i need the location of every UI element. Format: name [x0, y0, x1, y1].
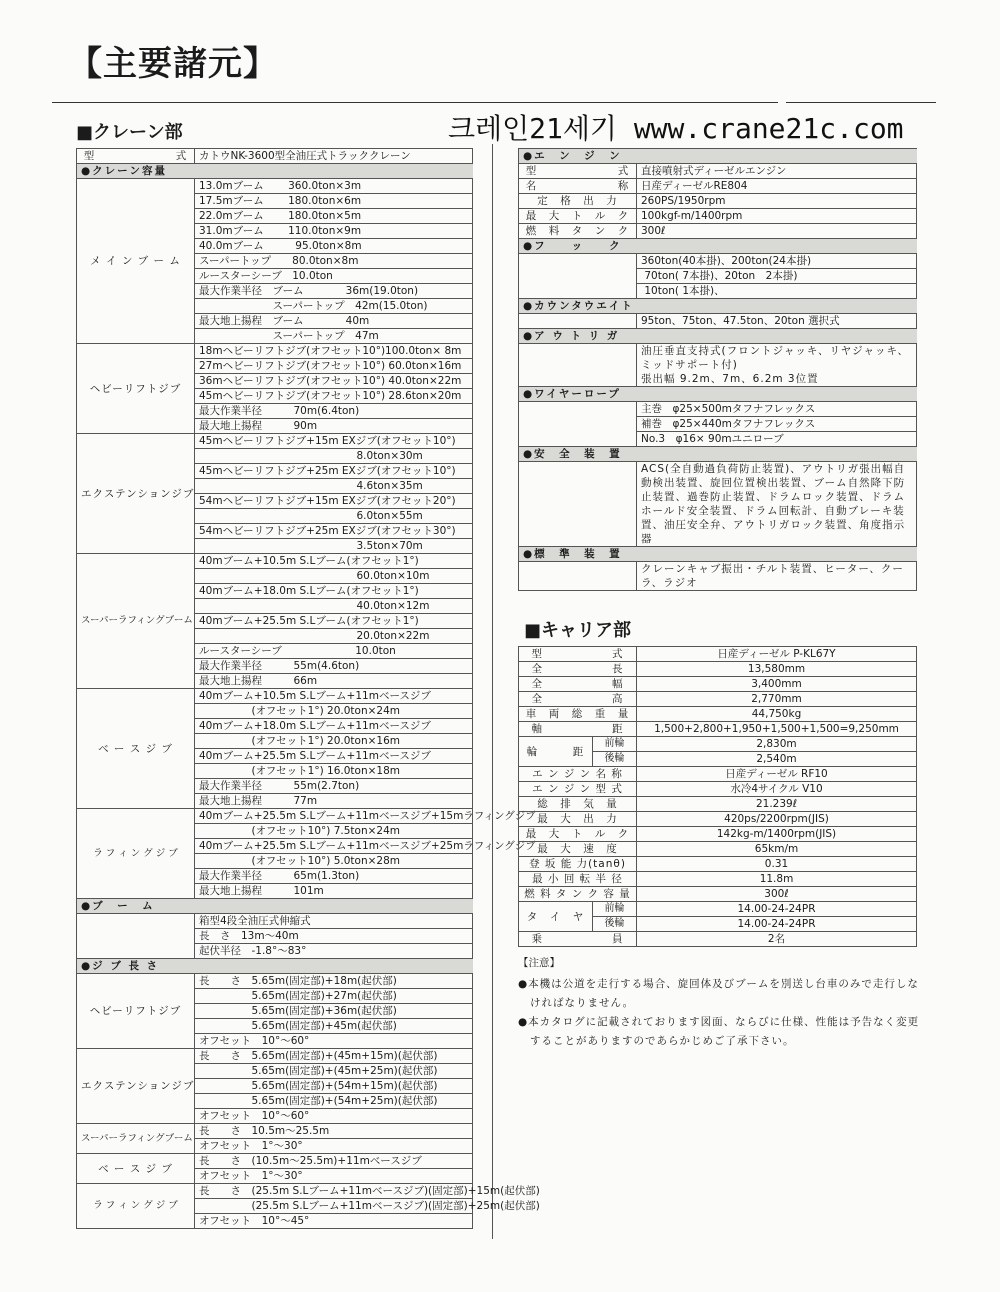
- spec-value-line: 5.65m(固定部)+(54m+15m)(起伏部): [195, 1079, 473, 1094]
- spec-label: 燃 料 タ ン ク: [519, 224, 637, 239]
- carrier-value: 300ℓ: [637, 887, 917, 902]
- spec-value-line: ルースターシーブ 10.0ton: [195, 644, 473, 659]
- spec-value-line: 20.0ton×22m: [195, 629, 473, 644]
- carrier-value: 14.00-24-24PR: [637, 902, 917, 917]
- carrier-sublabel: 前輪: [593, 902, 637, 917]
- note-item-2: ●本カタログに記載されております図面、ならびに仕様、性能は予告なく変更することがありますのであらかじめご了承下さい。: [518, 1016, 920, 1047]
- section-row: [77, 959, 473, 974]
- spec-row: [519, 194, 917, 209]
- spec-row: [77, 149, 473, 164]
- spec-value-line: ルースターシーブ 10.0ton: [195, 269, 473, 284]
- spec-value-line: 長 さ 10.5m～25.5m: [195, 1124, 473, 1139]
- section-header-fill: [637, 299, 917, 314]
- spec-value-line: 40.0ton×12m: [195, 599, 473, 614]
- spec-value-line: オフセット 10°～60°: [195, 1109, 473, 1124]
- group-label: [519, 462, 637, 547]
- spec-value-line: 45mヘビーリフトジブ(オフセット10°) 28.6ton×20m: [195, 389, 473, 404]
- spec-value-line: オフセット 1°～30°: [195, 1169, 473, 1184]
- carrier-section-heading: ■キャリア部: [524, 620, 632, 641]
- carrier-row: [519, 797, 917, 812]
- carrier-sublabel: 前輪: [593, 737, 637, 752]
- carrier-row: [519, 902, 917, 917]
- spec-row: [77, 974, 473, 989]
- spec-value-line: 5.65m(固定部)+27m(起伏部): [195, 989, 473, 1004]
- group-label: [519, 344, 637, 387]
- watermark: 크레인21세기 www.crane21c.com: [448, 112, 904, 145]
- carrier-value: 65km/m: [637, 842, 917, 857]
- page-title: 【主要諸元】: [68, 44, 278, 84]
- section-header: ●フ ッ ク: [519, 239, 637, 254]
- spec-value-line: 4.6ton×35m: [195, 479, 473, 494]
- section-header-fill: [195, 959, 473, 974]
- spec-value-line: 5.65m(固定部)+36m(起伏部): [195, 1004, 473, 1019]
- carrier-label: 全 高: [519, 692, 637, 707]
- spec-value-line: 5.65m(固定部)+(45m+25m)(起伏部): [195, 1064, 473, 1079]
- spec-value-line: (オフセット10°) 5.0ton×28m: [195, 854, 473, 869]
- spec-value-line: 40mブーム+25.5m S.Lブーム(オフセット1°): [195, 614, 473, 629]
- spec-value-line: 最大地上揚程 101m: [195, 884, 473, 899]
- section-header-fill: [637, 447, 917, 462]
- spec-value-line: 長 さ (25.5m S.Lブーム+11mベースジブ)(固定部)+15m(起伏部): [195, 1184, 473, 1199]
- spec-value-line: スーパートップ 47m: [195, 329, 473, 344]
- carrier-row: [519, 767, 917, 782]
- carrier-row: [519, 932, 917, 947]
- crane-section-heading: ■クレーン部: [76, 122, 183, 143]
- section-header-fill: [637, 547, 917, 562]
- carrier-label: 輪 距: [519, 737, 593, 767]
- spec-paragraph: 油圧垂直支持式(フロントジャッキ、リヤジャッキ、ミッドサポート付) 張出幅 9.2m、7m、6.2m 3位置: [637, 344, 917, 387]
- carrier-sublabel: 後輪: [593, 917, 637, 932]
- spec-value: カトウNK-3600型全油圧式トラッククレーン: [195, 149, 473, 164]
- carrier-label: エ ン ジ ン 型 式: [519, 782, 637, 797]
- spec-row: [519, 224, 917, 239]
- spec-row: [77, 914, 473, 929]
- spec-label: 最 大 ト ル ク: [519, 209, 637, 224]
- carrier-row: [519, 857, 917, 872]
- carrier-row: [519, 692, 917, 707]
- section-row: [519, 299, 917, 314]
- carrier-row: [519, 812, 917, 827]
- spec-value-line: 長 さ 5.65m(固定部)+18m(起伏部): [195, 974, 473, 989]
- section-row: [519, 329, 917, 344]
- carrier-value: 420ps/2200rpm(JIS): [637, 812, 917, 827]
- carrier-label: 型 式: [519, 647, 637, 662]
- carrier-row: [519, 872, 917, 887]
- spec-row: [519, 314, 917, 329]
- notes: [518, 954, 928, 1051]
- engine-spec-table: [518, 148, 917, 591]
- section-header-fill: [637, 387, 917, 402]
- spec-value-line: 最大地上揚程 66m: [195, 674, 473, 689]
- spec-value-line: オフセット 10°～45°: [195, 1214, 473, 1229]
- spec-value-line: 最大作業半径 55m(2.7ton): [195, 779, 473, 794]
- spec-value: 直接噴射式ディーゼルエンジン: [637, 164, 917, 179]
- group-label: [519, 562, 637, 591]
- group-label: [519, 314, 637, 329]
- spec-value-line: 最大地上揚程 ブーム 40m: [195, 314, 473, 329]
- spec-row: [519, 179, 917, 194]
- carrier-value: 11.8m: [637, 872, 917, 887]
- group-label: ヘビーリフトジブ: [77, 344, 195, 434]
- spec-value-line: 31.0mブーム 110.0ton×9m: [195, 224, 473, 239]
- spec-value-line: 40mブーム+10.5m S.Lブーム(オフセット1°): [195, 554, 473, 569]
- carrier-sublabel: 後輪: [593, 752, 637, 767]
- spec-row: [519, 402, 917, 417]
- carrier-value: 44,750kg: [637, 707, 917, 722]
- section-header-fill: [637, 329, 917, 344]
- section-header: ●安 全 装 置: [519, 447, 637, 462]
- carrier-spec-table: [518, 646, 917, 947]
- carrier-value: 日産ディーゼル P-KL67Y: [637, 647, 917, 662]
- section-header: ●ワイヤーロープ: [519, 387, 637, 402]
- spec-value: 260PS/1950rpm: [637, 194, 917, 209]
- section-row: [519, 239, 917, 254]
- spec-value-line: 箱型4段全油圧式伸縮式: [195, 914, 473, 929]
- carrier-row: [519, 662, 917, 677]
- spec-value-line: オフセット 10°～60°: [195, 1034, 473, 1049]
- group-label: ラ フ ィ ン グ ジ ブ: [77, 809, 195, 899]
- carrier-value: 水冷4サイクル V10: [637, 782, 917, 797]
- spec-value-line: 最大作業半径 ブーム 36m(19.0ton): [195, 284, 473, 299]
- spec-value-line: 5.65m(固定部)+(54m+25m)(起伏部): [195, 1094, 473, 1109]
- carrier-label: 最 小 回 転 半 径: [519, 872, 637, 887]
- spec-row: [519, 562, 917, 591]
- spec-value: 300ℓ: [637, 224, 917, 239]
- carrier-label: エ ン ジ ン 名 称: [519, 767, 637, 782]
- group-label: [519, 254, 637, 299]
- section-header-fill: [195, 899, 473, 914]
- spec-value-line: 60.0ton×10m: [195, 569, 473, 584]
- spec-label: 型 式: [77, 149, 195, 164]
- spec-value-line: 最大地上揚程 90m: [195, 419, 473, 434]
- carrier-label: 最 大 速 度: [519, 842, 637, 857]
- spec-value-line: 17.5mブーム 180.0ton×6m: [195, 194, 473, 209]
- carrier-value: 2,770mm: [637, 692, 917, 707]
- spec-value-line: 45mヘビーリフトジブ+15m EXジブ(オフセット10°): [195, 434, 473, 449]
- carrier-label: タ イ ヤ: [519, 902, 593, 932]
- carrier-label: 全 長: [519, 662, 637, 677]
- spec-value-line: 40mブーム+10.5m S.Lブーム+11mベースジブ: [195, 689, 473, 704]
- section-header: ●ブ ー ム: [77, 899, 195, 914]
- section-header: ●標 準 装 置: [519, 547, 637, 562]
- spec-label: 型 式: [519, 164, 637, 179]
- carrier-row: [519, 707, 917, 722]
- spec-paragraph: クレーンキャブ振出・チルト装置、ヒーター、クーラ、ラジオ: [637, 562, 917, 591]
- carrier-value: 142kg-m/1400rpm(JIS): [637, 827, 917, 842]
- carrier-label: 登 坂 能 力(tanθ): [519, 857, 637, 872]
- spec-value-line: 40mブーム+25.5m S.Lブーム+11mベースジブ: [195, 749, 473, 764]
- spec-value-line: 5.65m(固定部)+45m(起伏部): [195, 1019, 473, 1034]
- spec-row: [77, 554, 473, 569]
- carrier-value: 13,580mm: [637, 662, 917, 677]
- carrier-label: 総 排 気 量: [519, 797, 637, 812]
- spec-row: [77, 809, 473, 824]
- spec-value-line: 長 さ 13m～40m: [195, 929, 473, 944]
- spec-label: 定 格 出 力: [519, 194, 637, 209]
- section-header: ●クレーン容量: [77, 164, 195, 179]
- spec-value-line: 40.0mブーム 95.0ton×8m: [195, 239, 473, 254]
- spec-value-line: 10ton( 1本掛)、: [637, 284, 917, 299]
- spec-row: [519, 344, 917, 387]
- spec-value-line: 40mブーム+25.5m S.Lブーム+11mベースジブ+25mラフィングジブ: [195, 839, 473, 854]
- spec-row: [77, 344, 473, 359]
- carrier-value: 2名: [637, 932, 917, 947]
- spec-value-line: 13.0mブーム 360.0ton×3m: [195, 179, 473, 194]
- group-label: スーパーラフィングブーム: [77, 1124, 195, 1154]
- title-rule-right: [786, 102, 936, 103]
- spec-value-line: 45mヘビーリフトジブ+25m EXジブ(オフセット10°): [195, 464, 473, 479]
- spec-value-line: 長 さ (10.5m～25.5m)+11mベースジブ: [195, 1154, 473, 1169]
- carrier-row: [519, 827, 917, 842]
- spec-value-line: 6.0ton×55m: [195, 509, 473, 524]
- spec-value-line: 95ton、75ton、47.5ton、20ton 選択式: [637, 314, 917, 329]
- carrier-row: [519, 782, 917, 797]
- section-row: [77, 899, 473, 914]
- spec-value-line: 最大作業半径 65m(1.3ton): [195, 869, 473, 884]
- spec-value-line: (オフセット1°) 16.0ton×18m: [195, 764, 473, 779]
- spec-value-line: 70ton( 7本掛)、20ton 2本掛): [637, 269, 917, 284]
- column-divider: [492, 144, 493, 1239]
- spec-value-line: (オフセット1°) 20.0ton×16m: [195, 734, 473, 749]
- section-row: [77, 164, 473, 179]
- group-label: エクステンションジブ: [77, 1049, 195, 1124]
- spec-value-line: 40mブーム+18.0m S.Lブーム+11mベースジブ: [195, 719, 473, 734]
- carrier-value: 21.239ℓ: [637, 797, 917, 812]
- spec-value: 100kgf-m/1400rpm: [637, 209, 917, 224]
- note-item-1: ●本機は公道を走行する場合、旋回体及びブームを別送し台車のみで走行しなければなりません。: [518, 978, 919, 1009]
- carrier-row: [519, 677, 917, 692]
- spec-value-line: (オフセット1°) 20.0ton×24m: [195, 704, 473, 719]
- spec-value-line: 40mブーム+25.5m S.Lブーム+11mベースジブ+15mラフィングジブ: [195, 809, 473, 824]
- spec-row: [519, 254, 917, 269]
- section-header: ●エ ン ジ ン: [519, 149, 637, 164]
- spec-row: [519, 209, 917, 224]
- spec-value-line: 起伏半径 -1.8°～83°: [195, 944, 473, 959]
- carrier-label: 最 大 ト ル ク: [519, 827, 637, 842]
- spec-row: [77, 179, 473, 194]
- carrier-row: [519, 737, 917, 752]
- group-label: ベ ー ス ジ ブ: [77, 689, 195, 809]
- spec-value-line: オフセット 1°～30°: [195, 1139, 473, 1154]
- spec-value-line: 27mヘビーリフトジブ(オフセット10°) 60.0ton×16m: [195, 359, 473, 374]
- spec-value-line: 40mブーム+18.0m S.Lブーム(オフセット1°): [195, 584, 473, 599]
- spec-row: [77, 1124, 473, 1139]
- group-label: [519, 402, 637, 447]
- carrier-value: 3,400mm: [637, 677, 917, 692]
- carrier-label: 乗 員: [519, 932, 637, 947]
- spec-value: 日産ディーゼルRE804: [637, 179, 917, 194]
- spec-value-line: 360ton(40本掛)、200ton(24本掛): [637, 254, 917, 269]
- spec-value-line: 18mヘビーリフトジブ(オフセット10°)100.0ton× 8m: [195, 344, 473, 359]
- title-rule: [52, 102, 778, 103]
- spec-value-line: 54mヘビーリフトジブ+25m EXジブ(オフセット30°): [195, 524, 473, 539]
- section-header-fill: [637, 239, 917, 254]
- notes-heading: 【注意】: [518, 957, 560, 969]
- carrier-label: 軸 距: [519, 722, 637, 737]
- spec-value-line: 8.0ton×30m: [195, 449, 473, 464]
- carrier-value: 日産ディーゼル RF10: [637, 767, 917, 782]
- section-header: ●ア ウ ト リ ガ: [519, 329, 637, 344]
- group-label: ラ フ ィ ン グ ジ ブ: [77, 1184, 195, 1229]
- carrier-label: 燃 料 タ ン ク 容 量: [519, 887, 637, 902]
- section-header-fill: [195, 164, 473, 179]
- spec-value-line: 54mヘビーリフトジブ+15m EXジブ(オフセット20°): [195, 494, 473, 509]
- carrier-value: 2,540m: [637, 752, 917, 767]
- group-label: ベ ー ス ジ ブ: [77, 1154, 195, 1184]
- carrier-value: 1,500+2,800+1,950+1,500+1,500=9,250mm: [637, 722, 917, 737]
- carrier-value: 0.31: [637, 857, 917, 872]
- section-header-fill: [637, 149, 917, 164]
- section-header: ●ジ ブ 長 さ: [77, 959, 195, 974]
- group-label: メ イ ン ブ ー ム: [77, 179, 195, 344]
- carrier-label: 最 大 出 力: [519, 812, 637, 827]
- spec-value-line: 36mヘビーリフトジブ(オフセット10°) 40.0ton×22m: [195, 374, 473, 389]
- spec-value-line: 最大作業半径 70m(6.4ton): [195, 404, 473, 419]
- spec-value-line: スーパートップ 42m(15.0ton): [195, 299, 473, 314]
- spec-value-line: 3.5ton×70m: [195, 539, 473, 554]
- group-label: スーパーラフィングブーム: [77, 554, 195, 689]
- group-label: エクステンションジブ: [77, 434, 195, 554]
- spec-value-line: 長 さ 5.65m(固定部)+(45m+15m)(起伏部): [195, 1049, 473, 1064]
- spec-value-line: 補巻 φ25×440mタフナフレックス: [637, 417, 917, 432]
- section-row: [519, 149, 917, 164]
- spec-row: [77, 1184, 473, 1199]
- spec-row: [519, 164, 917, 179]
- spec-row: [77, 434, 473, 449]
- carrier-value: 14.00-24-24PR: [637, 917, 917, 932]
- spec-paragraph: ACS(全自動過負荷防止装置)、アウトリガ張出幅自動検出装置、旋回位置検出装置、ブーム自然降下防止装置、過巻防止装置、ドラムロック装置、ドラムホールド安全装置、ドラム回転計、自動ブレーキ装置、油圧安全弁、アウトリガロック装置、角度指示器: [637, 462, 917, 547]
- spec-value-line: 最大作業半径 55m(4.6ton): [195, 659, 473, 674]
- carrier-label: 全 幅: [519, 677, 637, 692]
- spec-value-line: スーパートップ 80.0ton×8m: [195, 254, 473, 269]
- section-row: [519, 547, 917, 562]
- spec-row: [519, 462, 917, 547]
- carrier-label: 車 両 総 重 量: [519, 707, 637, 722]
- spec-value-line: (25.5m S.Lブーム+11mベースジブ)(固定部)+25m(起伏部): [195, 1199, 473, 1214]
- group-label: [77, 914, 195, 959]
- spec-value-line: 主巻 φ25×500mタフナフレックス: [637, 402, 917, 417]
- carrier-row: [519, 722, 917, 737]
- carrier-row: [519, 842, 917, 857]
- carrier-row: [519, 887, 917, 902]
- spec-value-line: 最大地上揚程 77m: [195, 794, 473, 809]
- spec-row: [77, 1154, 473, 1169]
- spec-value-line: 22.0mブーム 180.0ton×5m: [195, 209, 473, 224]
- section-row: [519, 387, 917, 402]
- section-row: [519, 447, 917, 462]
- spec-row: [77, 1049, 473, 1064]
- carrier-row: [519, 647, 917, 662]
- group-label: ヘビーリフトジブ: [77, 974, 195, 1049]
- spec-label: 名 称: [519, 179, 637, 194]
- spec-value-line: No.3 φ16× 90mユニローブ: [637, 432, 917, 447]
- carrier-value: 2,830m: [637, 737, 917, 752]
- section-header: ●カウンタウエイト: [519, 299, 637, 314]
- spec-value-line: (オフセット10°) 7.5ton×24m: [195, 824, 473, 839]
- spec-row: [77, 689, 473, 704]
